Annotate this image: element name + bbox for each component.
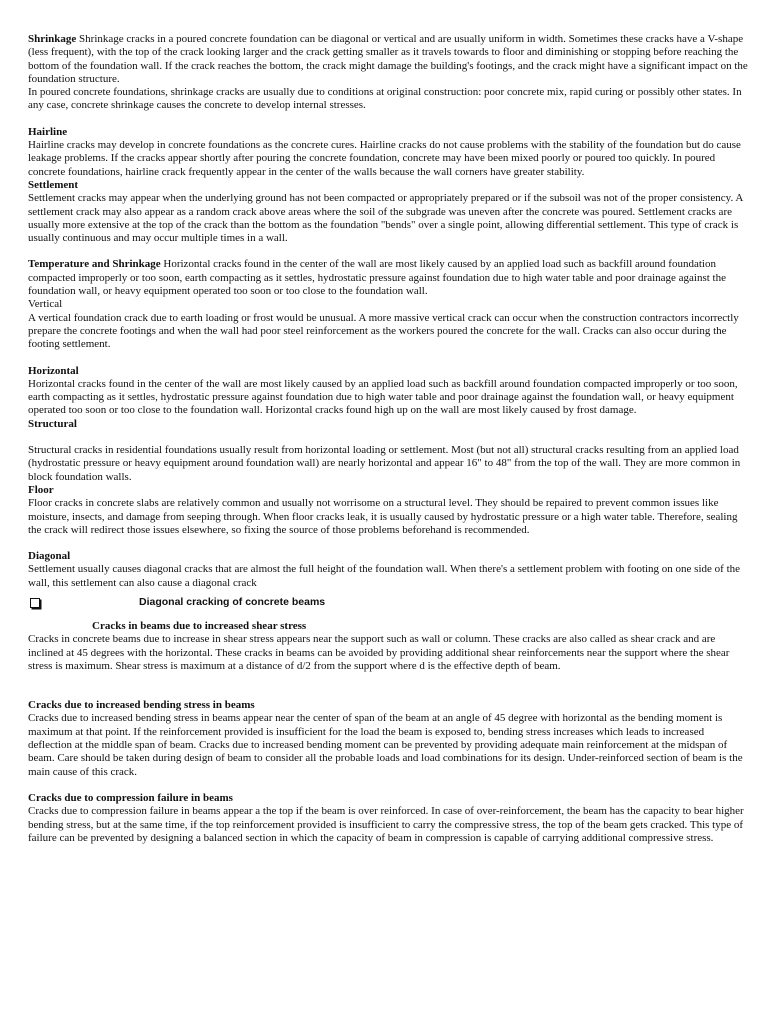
compression-text: Cracks due to compression failure in beams appear a the top if the beam is over reinforced. In case of over-reinforcement, the beam has the capacity to bear higher bending stress, but at the same time, if the top reinforcement provided is insufficient to carry the compressive stress, the top of the beam gets cracked. This type of failure can be prevented by designing a balanced section in which the capacity of beam in compression is capable of carrying additional compressive stress. [28,805,744,844]
settlement-text: Settlement cracks may appear when the underlying ground has not been compacted or appropriately prepared or if the subsoil was not of the proper consistency. A settlement crack may also appear as a random crack above areas where the soil of the subgrade was uneven after the concrete was poured. Settlement cracks are usually more extensive at the top of the crack than the bottom as the foundation "bends" over a single point, allowing differential settlement. This type of crack is usually continuous and may occur multiple times in a wall. [28,192,743,245]
vertical-heading: Vertical [28,298,63,311]
bullet-item [28,596,750,610]
bullet-title: Diagonal cracking of concrete beams [139,595,326,608]
diagonal-heading: Diagonal [28,550,71,563]
shear-text: Cracks in concrete beams due to increase in shear stress appears near the support such as wall or column. These cracks are also called as shear crack and are inclined at 45 degrees with the horizontal. These cracks in beams can be avoided by providing additional shear reinforcements near the support where the shear stress is maximum. Shear stress is maximum at a distance of d/2 from the support where d is the effective depth of beam. [28,633,730,672]
compression-heading: Cracks due to compression failure in beams [28,791,233,804]
horizontal-heading: Horizontal [28,364,79,377]
temperature-paragraph [28,258,750,298]
shear-heading: Cracks in beams due to increased shear stress [92,619,307,632]
floor-text: Floor cracks in concrete slabs are relatively common and usually not worrisome on a structural level. They should be repaired to prevent common issues like moisture, insects, and damage from seeping through. When floor cracks leak, it is usually caused by hydrostatic pressure or a high water table. Therefore, sealing the crack will redirect those issues elsewhere, so fixing the source of those problems beforehand is recommended. [28,497,738,536]
settlement-heading: Settlement [28,178,79,191]
diagonal-text: Settlement usually causes diagonal cracks that are almost the full height of the foundation wall. When there's a settlement problem with footing on one side of the wall, this settlement can also cause a diagonal crack [28,563,741,589]
temperature-text: Horizontal cracks found in the center of the wall are most likely caused by an applied load such as backfill around foundation compacted improperly or too soon, earth compacting as it settles, hydrostatic pressure against foundation due to high water table and poor drainage against the foundation wall, or heavy equipment operated too soon or too close to the foundation wall. [28,258,726,298]
shrinkage-paragraph [28,33,750,86]
temperature-heading: Temperature and Shrinkage [28,258,161,271]
square-bullet-icon [30,598,40,608]
structural-heading: Structural [28,417,77,430]
structural-text: Structural cracks in residential foundations usually result from horizontal loading or settlement. Most (but not all) structural cracks resulting from an applied load (hydrostatic pressure or heavy equipment around foundation wall) are nearly horizontal and appear 16" to 48" from the top of the wall. They are more common in block foundation walls. [28,444,741,483]
document-page [28,33,750,845]
shrinkage-text-2: In poured concrete foundations, shrinkage cracks are usually due to conditions at original construction: poor concrete mix, rapid curing or possibly other states. In any case, concrete shrinkage causes the concrete to develop internal stresses. [28,86,742,112]
shrinkage-heading: Shrinkage [28,33,77,45]
bending-text: Cracks due to increased bending stress in beams appear near the center of span of the beam at an angle of 45 degree with horizontal as the bending moment is maximum at that point. If the reinforcement provided is insufficient for the load the beam is exposed to, bending stress increases which leads to increased deflection at the middle span of beam. Cracks due to increased bending moment can be prevented by providing adequate main reinforcement at the midspan of beam. Care should be taken during design of beam to consider all the probable loads and load combinations for its design. Under-reinforced section of beam is the main cause of this crack. [28,712,743,778]
hairline-heading: Hairline [28,125,68,138]
bending-heading: Cracks due to increased bending stress in beams [28,699,255,712]
hairline-text: Hairline cracks may develop in concrete foundations as the concrete cures. Hairline cracks do not cause problems with the stability of the foundation but do cause leakage problems. If the cracks appear shortly after pouring the concrete foundation, concrete may have been mixed poorly or poured too quickly. In poured concrete foundations, hairline crack frequently appear in the center of the walls because the wall corners have greater stability. [28,139,741,178]
shrinkage-text: Shrinkage cracks in a poured concrete foundation can be diagonal or vertical and are usually uniform in width. Sometimes these cracks have a V-shape (less frequent), with the top of the crack looking larger and the crack getting smaller as it travels towards to floor and diminishing or stopping before reaching the bottom of the foundation wall. If the crack reaches the bottom, the crack might damage the building's footings, and the crack might have a significant impact on the foundation structure. [28,33,748,85]
floor-heading: Floor [28,483,54,496]
vertical-text: A vertical foundation crack due to earth loading or frost would be unusual. A more massive vertical crack can occur when the construction contractors incorrectly prepare the concrete footings and when the wall had poor steel reinforcement as the workers poured the concrete for the wall. Cracks can also occur during the footing settlement. [28,311,739,351]
horizontal-text: Horizontal cracks found in the center of the wall are most likely caused by an applied load such as backfill around foundation compacted improperly or too soon, earth compacting as it settles, hydrostatic pressure against foundation due to high water table and poor drainage against the foundation wall, or heavy equipment operated too soon or too close to the foundation wall. Horizontal cracks found high up on the wall are most likely caused by frost damage. [28,377,738,417]
